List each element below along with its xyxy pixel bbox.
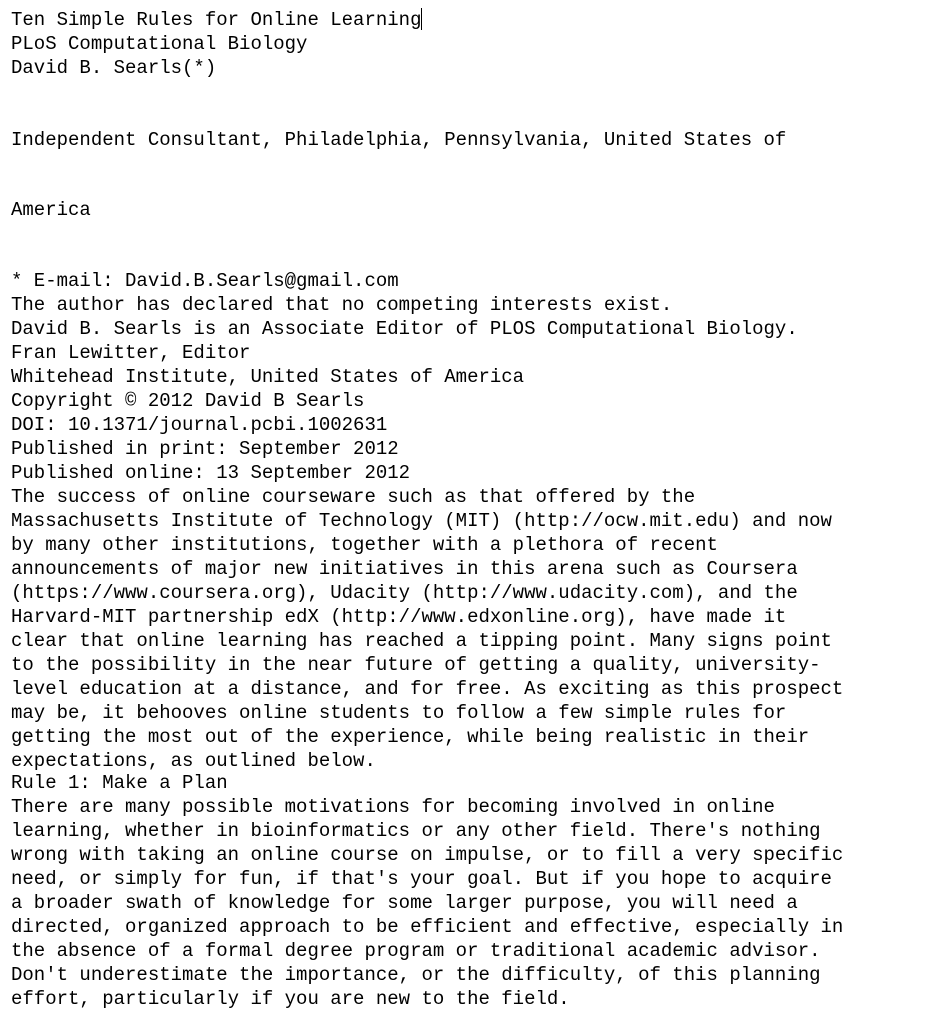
paragraph-line: clear that online learning has reached a tipping point. Many signs point (11, 630, 832, 652)
text-cursor (421, 8, 422, 30)
intro-paragraph (11, 485, 948, 771)
published-print-date: Published in print: September 2012 (11, 438, 399, 460)
paragraph-line: Don't underestimate the importance, or the difficulty, of this planning (11, 964, 821, 986)
affiliation-line: America (11, 199, 91, 221)
paragraph-line: Massachusetts Institute of Technology (MIT) (http://ocw.mit.edu) and now (11, 510, 832, 532)
paragraph-line: directed, organized approach to be efficient and effective, especially in (11, 916, 844, 938)
paragraph-line: the absence of a formal degree program or traditional academic advisor. (11, 940, 821, 962)
paragraph-line: wrong with taking an online course on impulse, or to fill a very specific (11, 844, 844, 866)
editor-affiliation: Whitehead Institute, United States of America (11, 366, 525, 388)
copyright-notice: Copyright © 2012 David B Searls (11, 390, 365, 412)
paragraph-line: Harvard-MIT partnership edX (http://www.edxonline.org), have made it (11, 606, 787, 628)
rule-1-heading: Rule 1: Make a Plan (11, 772, 228, 794)
paragraph-line: getting the most out of the experience, while being realistic in their (11, 726, 810, 748)
competing-interests: The author has declared that no competing interests exist. (11, 294, 673, 316)
author-affiliation (11, 80, 948, 269)
affiliation-line: Independent Consultant, Philadelphia, Pennsylvania, United States of (11, 129, 787, 151)
paragraph-line: by many other institutions, together with a plethora of recent (11, 534, 718, 556)
paragraph-line: There are many possible motivations for becoming involved in online (11, 796, 775, 818)
paragraph-line: effort, particularly if you are new to the field. (11, 988, 570, 1010)
paragraph-line: a broader swath of knowledge for some larger purpose, you will need a (11, 892, 798, 914)
paragraph-line: announcements of major new initiatives in this arena such as Coursera (11, 558, 798, 580)
published-online-date: Published online: 13 September 2012 (11, 462, 411, 484)
paragraph-line: learning, whether in bioinformatics or any other field. There's nothing (11, 820, 821, 842)
journal-name: PLoS Computational Biology (11, 33, 308, 55)
document-title: Ten Simple Rules for Online Learning (11, 9, 422, 31)
paragraph-line: may be, it behooves online students to follow a few simple rules for (11, 702, 787, 724)
paragraph-line: expectations, as outlined below. (11, 750, 376, 772)
author-email: * E-mail: David.B.Searls@gmail.com (11, 270, 399, 292)
paragraph-line: level education at a distance, and for free. As exciting as this prospect (11, 678, 844, 700)
editor-note: David B. Searls is an Associate Editor of PLOS Computational Biology. (11, 318, 798, 340)
paragraph-line: to the possibility in the near future of getting a quality, university- (11, 654, 821, 676)
rule-1-paragraph (11, 795, 948, 1009)
paragraph-line: need, or simply for fun, if that's your goal. But if you hope to acquire (11, 868, 832, 890)
doi: DOI: 10.1371/journal.pcbi.1002631 (11, 414, 388, 436)
title-line[interactable] (11, 8, 948, 32)
paragraph-line: (https://www.coursera.org), Udacity (http://www.udacity.com), and the (11, 582, 798, 604)
author-name: David B. Searls(*) (11, 57, 217, 79)
paragraph-line: The success of online courseware such as that offered by the (11, 486, 696, 508)
editor-name: Fran Lewitter, Editor (11, 342, 251, 364)
